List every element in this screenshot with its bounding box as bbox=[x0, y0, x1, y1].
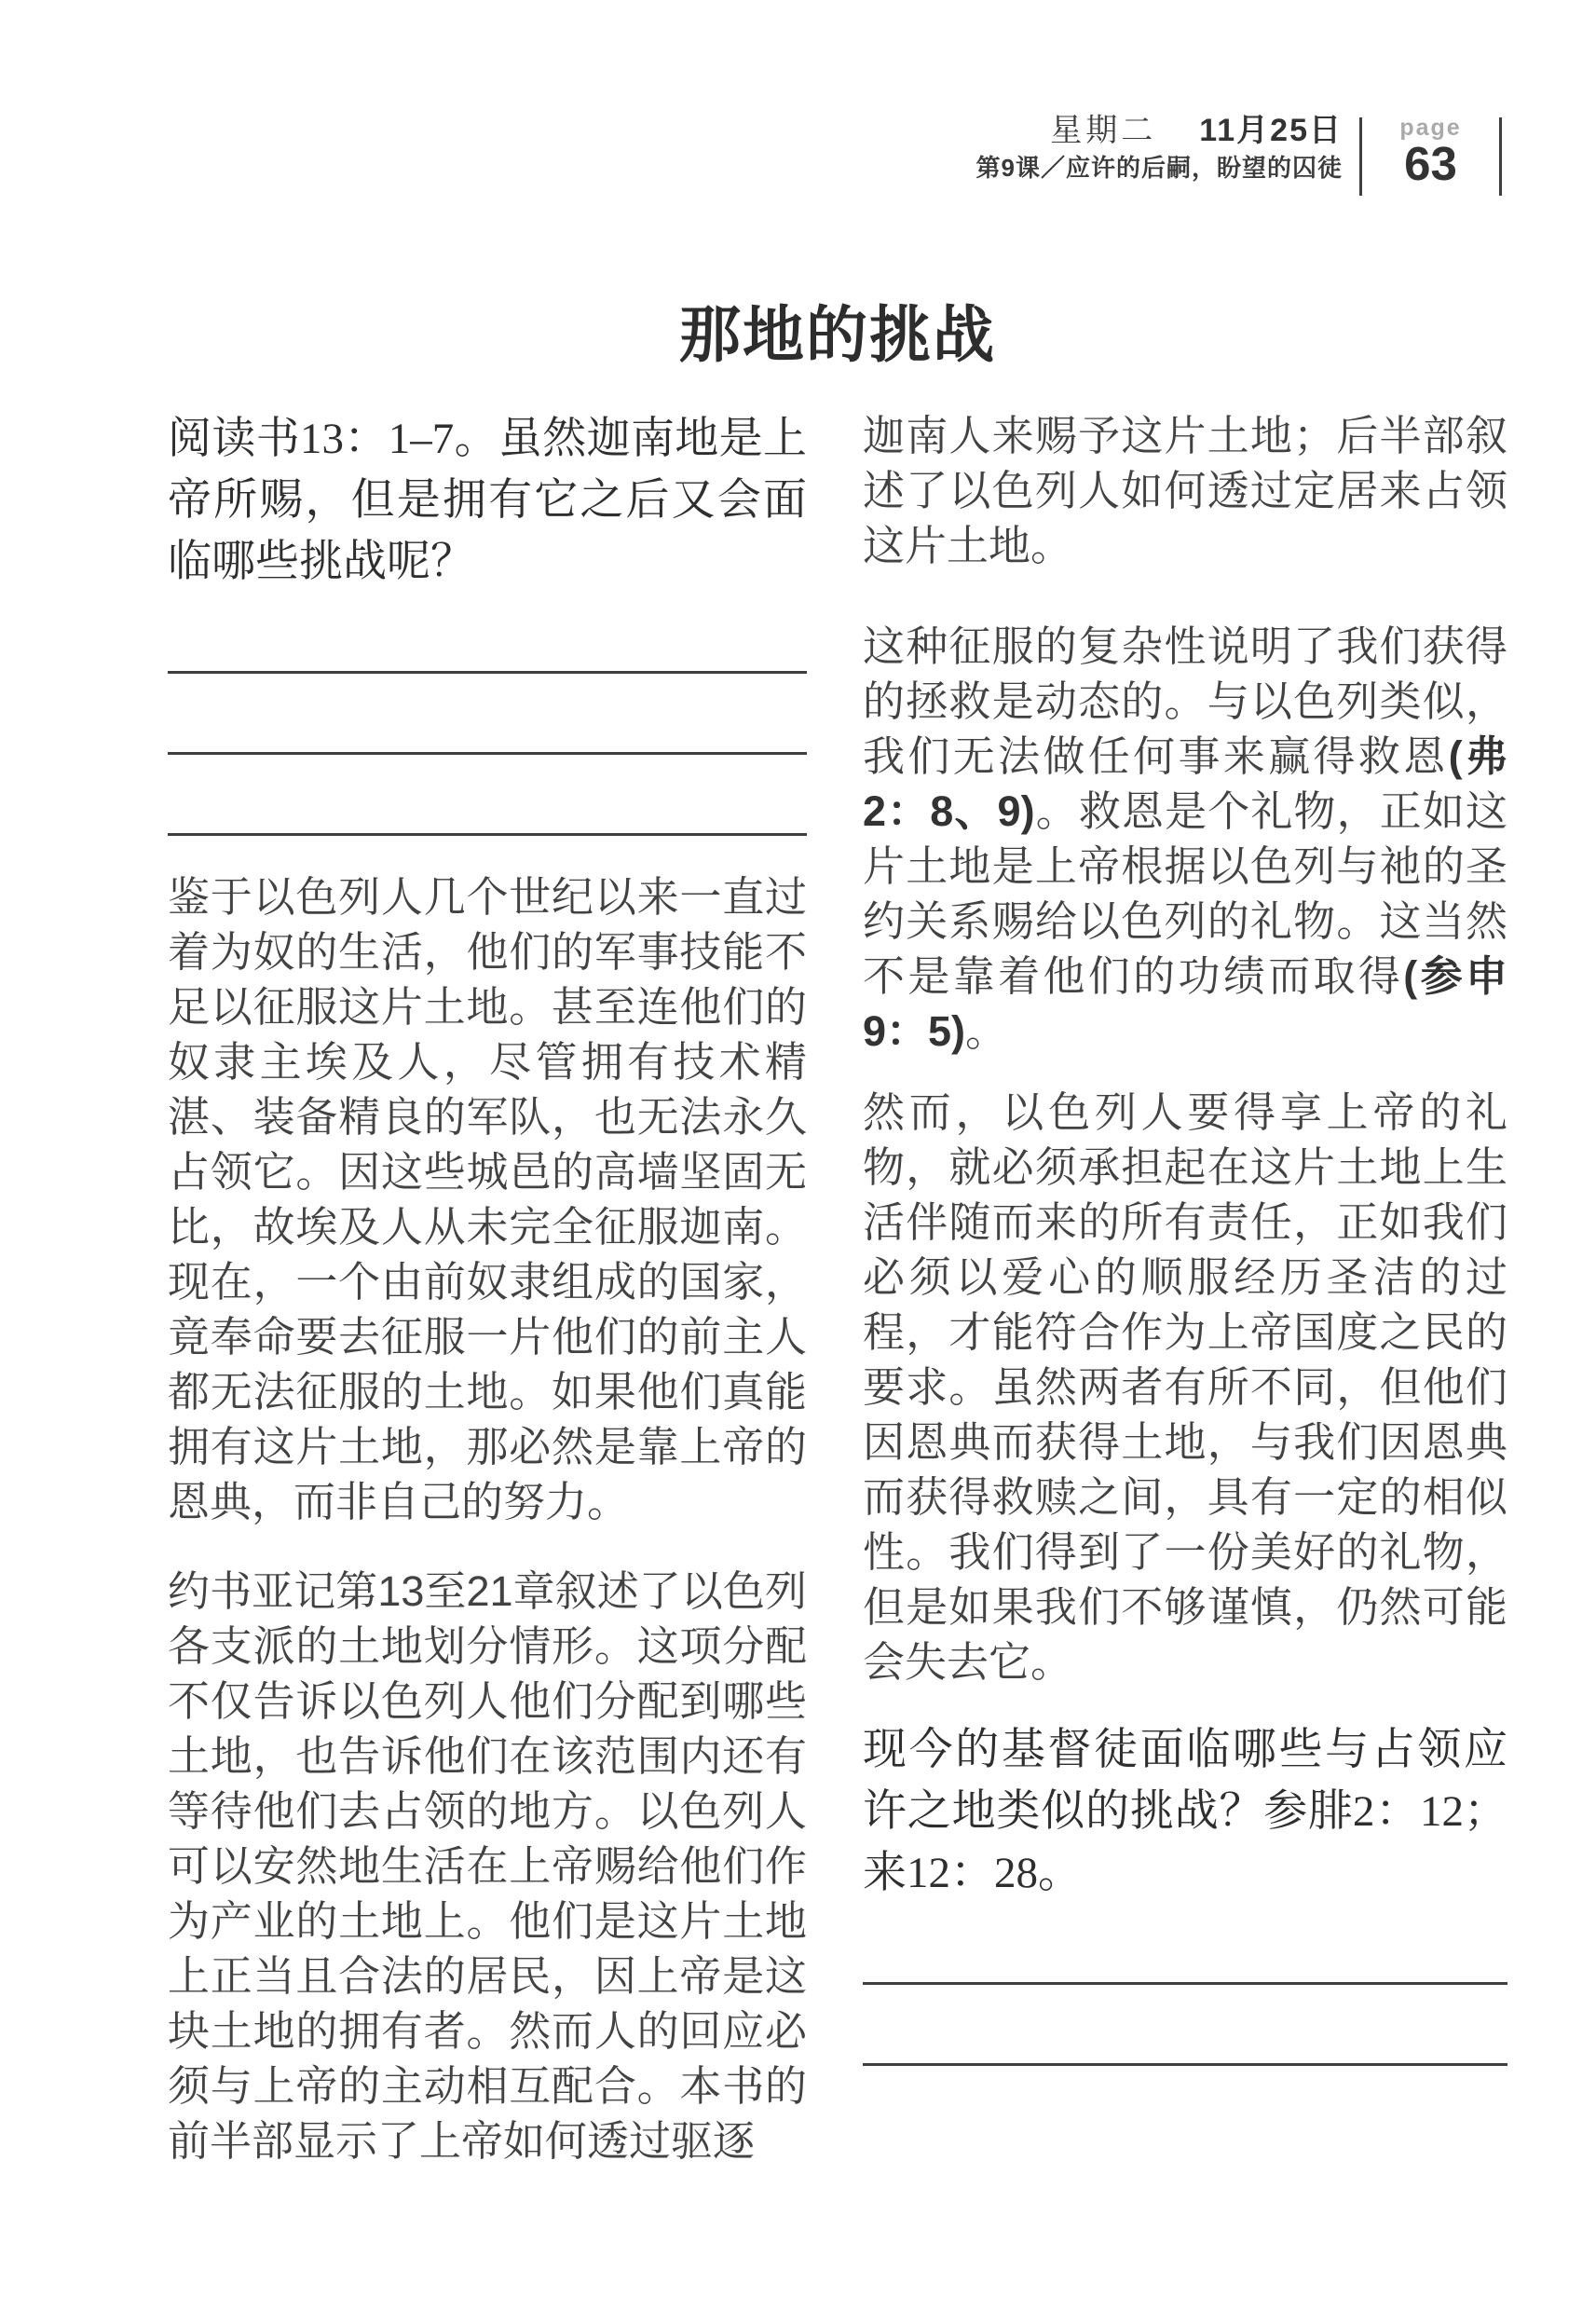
article-title: 那地的挑战 bbox=[679, 302, 996, 370]
paragraph-4: 然而，以色列人要得享上帝的礼物，就必须承担起在这片土地上生活伴随而来的所有责任，正如我们必须以爱心的顺服经历圣洁的过程，才能符合作为上帝国度之民的要求。虽然两者有所不同，但他们因恩典而获得土地，与我们因恩典而获得救赎之间，具有一定的相似性。我们得到了一份美好的礼物，但是如果我们不够谨慎，仍然可能会失去它。 bbox=[863, 1088, 1507, 1686]
answer-line bbox=[863, 1904, 1507, 1985]
right-column bbox=[863, 408, 1507, 2066]
paragraph-3: 这种征服的复杂性说明了我们获得的拯救是动态的。与以色列类似，我们无法做任何事来赢得救恩(弗2：8、9)。救恩是个礼物，正如这片土地是上帝根据以色列与祂的圣约关系赐给以色列的礼物。这当然不是靠着他们的功绩而取得(参申9：5)。 bbox=[863, 622, 1507, 1055]
answer-line bbox=[168, 593, 807, 674]
lesson-title: 第9课／应许的后嗣，盼望的囚徒 bbox=[975, 154, 1343, 182]
date-label: 11月25日 bbox=[1199, 113, 1343, 148]
study-question-1: 阅读书13：1–7。虽然迦南地是上帝所赐，但是拥有它之后又会面临哪些挑战呢？ bbox=[168, 415, 807, 586]
answer-line bbox=[168, 674, 807, 755]
answer-line bbox=[863, 1985, 1507, 2066]
study-question-2: 现今的基督徒面临哪些与占领应许之地类似的挑战？参腓2：12；来12：28。 bbox=[863, 1726, 1507, 1897]
page-label: page bbox=[1399, 115, 1462, 141]
answer-lines-group-1 bbox=[168, 593, 807, 836]
page-header bbox=[976, 112, 1343, 183]
page-number-block bbox=[1362, 116, 1499, 188]
header-date-line bbox=[976, 112, 1343, 149]
paragraph-2-part-2: 迦南人来赐予这片土地；后半部叙述了以色列人如何透过定居来占领这片土地。 bbox=[863, 412, 1507, 569]
header-divider-right bbox=[1499, 117, 1502, 196]
answer-lines-group-2 bbox=[863, 1904, 1507, 2066]
weekday-label: 星期二 bbox=[1050, 113, 1157, 148]
paragraph-2-part-1: 约书亚记第13至21章叙述了以色列各支派的土地划分情形。这项分配不仅告诉以色列人他们分配到哪些土地，也告诉他们在该范围内还有等待他们去占领的地方。以色列人可以安然地生活在上帝赐给他们作为产业的土地上。他们是这片土地上正当且合法的居民，因上帝是这块土地的拥有者。然而人的回应必须与上帝的主动相互配合。本书的前半部显示了上帝如何透过驱逐 bbox=[168, 1567, 807, 2165]
left-column bbox=[168, 408, 807, 2168]
page-number: 63 bbox=[1404, 137, 1457, 190]
paragraph-1: 鉴于以色列人几个世纪以来一直过着为奴的生活，他们的军事技能不足以征服这片土地。甚至连他们的奴隶主埃及人，尽管拥有技术精湛、装备精良的军队，也无法永久占领它。因这些城邑的高墙坚固无比，故埃及人从未完全征服迦南。现在，一个由前奴隶组成的国家，竟奉命要去征服一片他们的前主人都无法征服的土地。如果他们真能拥有这片土地，那必然是靠上帝的恩典，而非自己的努力。 bbox=[168, 873, 807, 1525]
answer-line bbox=[168, 755, 807, 836]
